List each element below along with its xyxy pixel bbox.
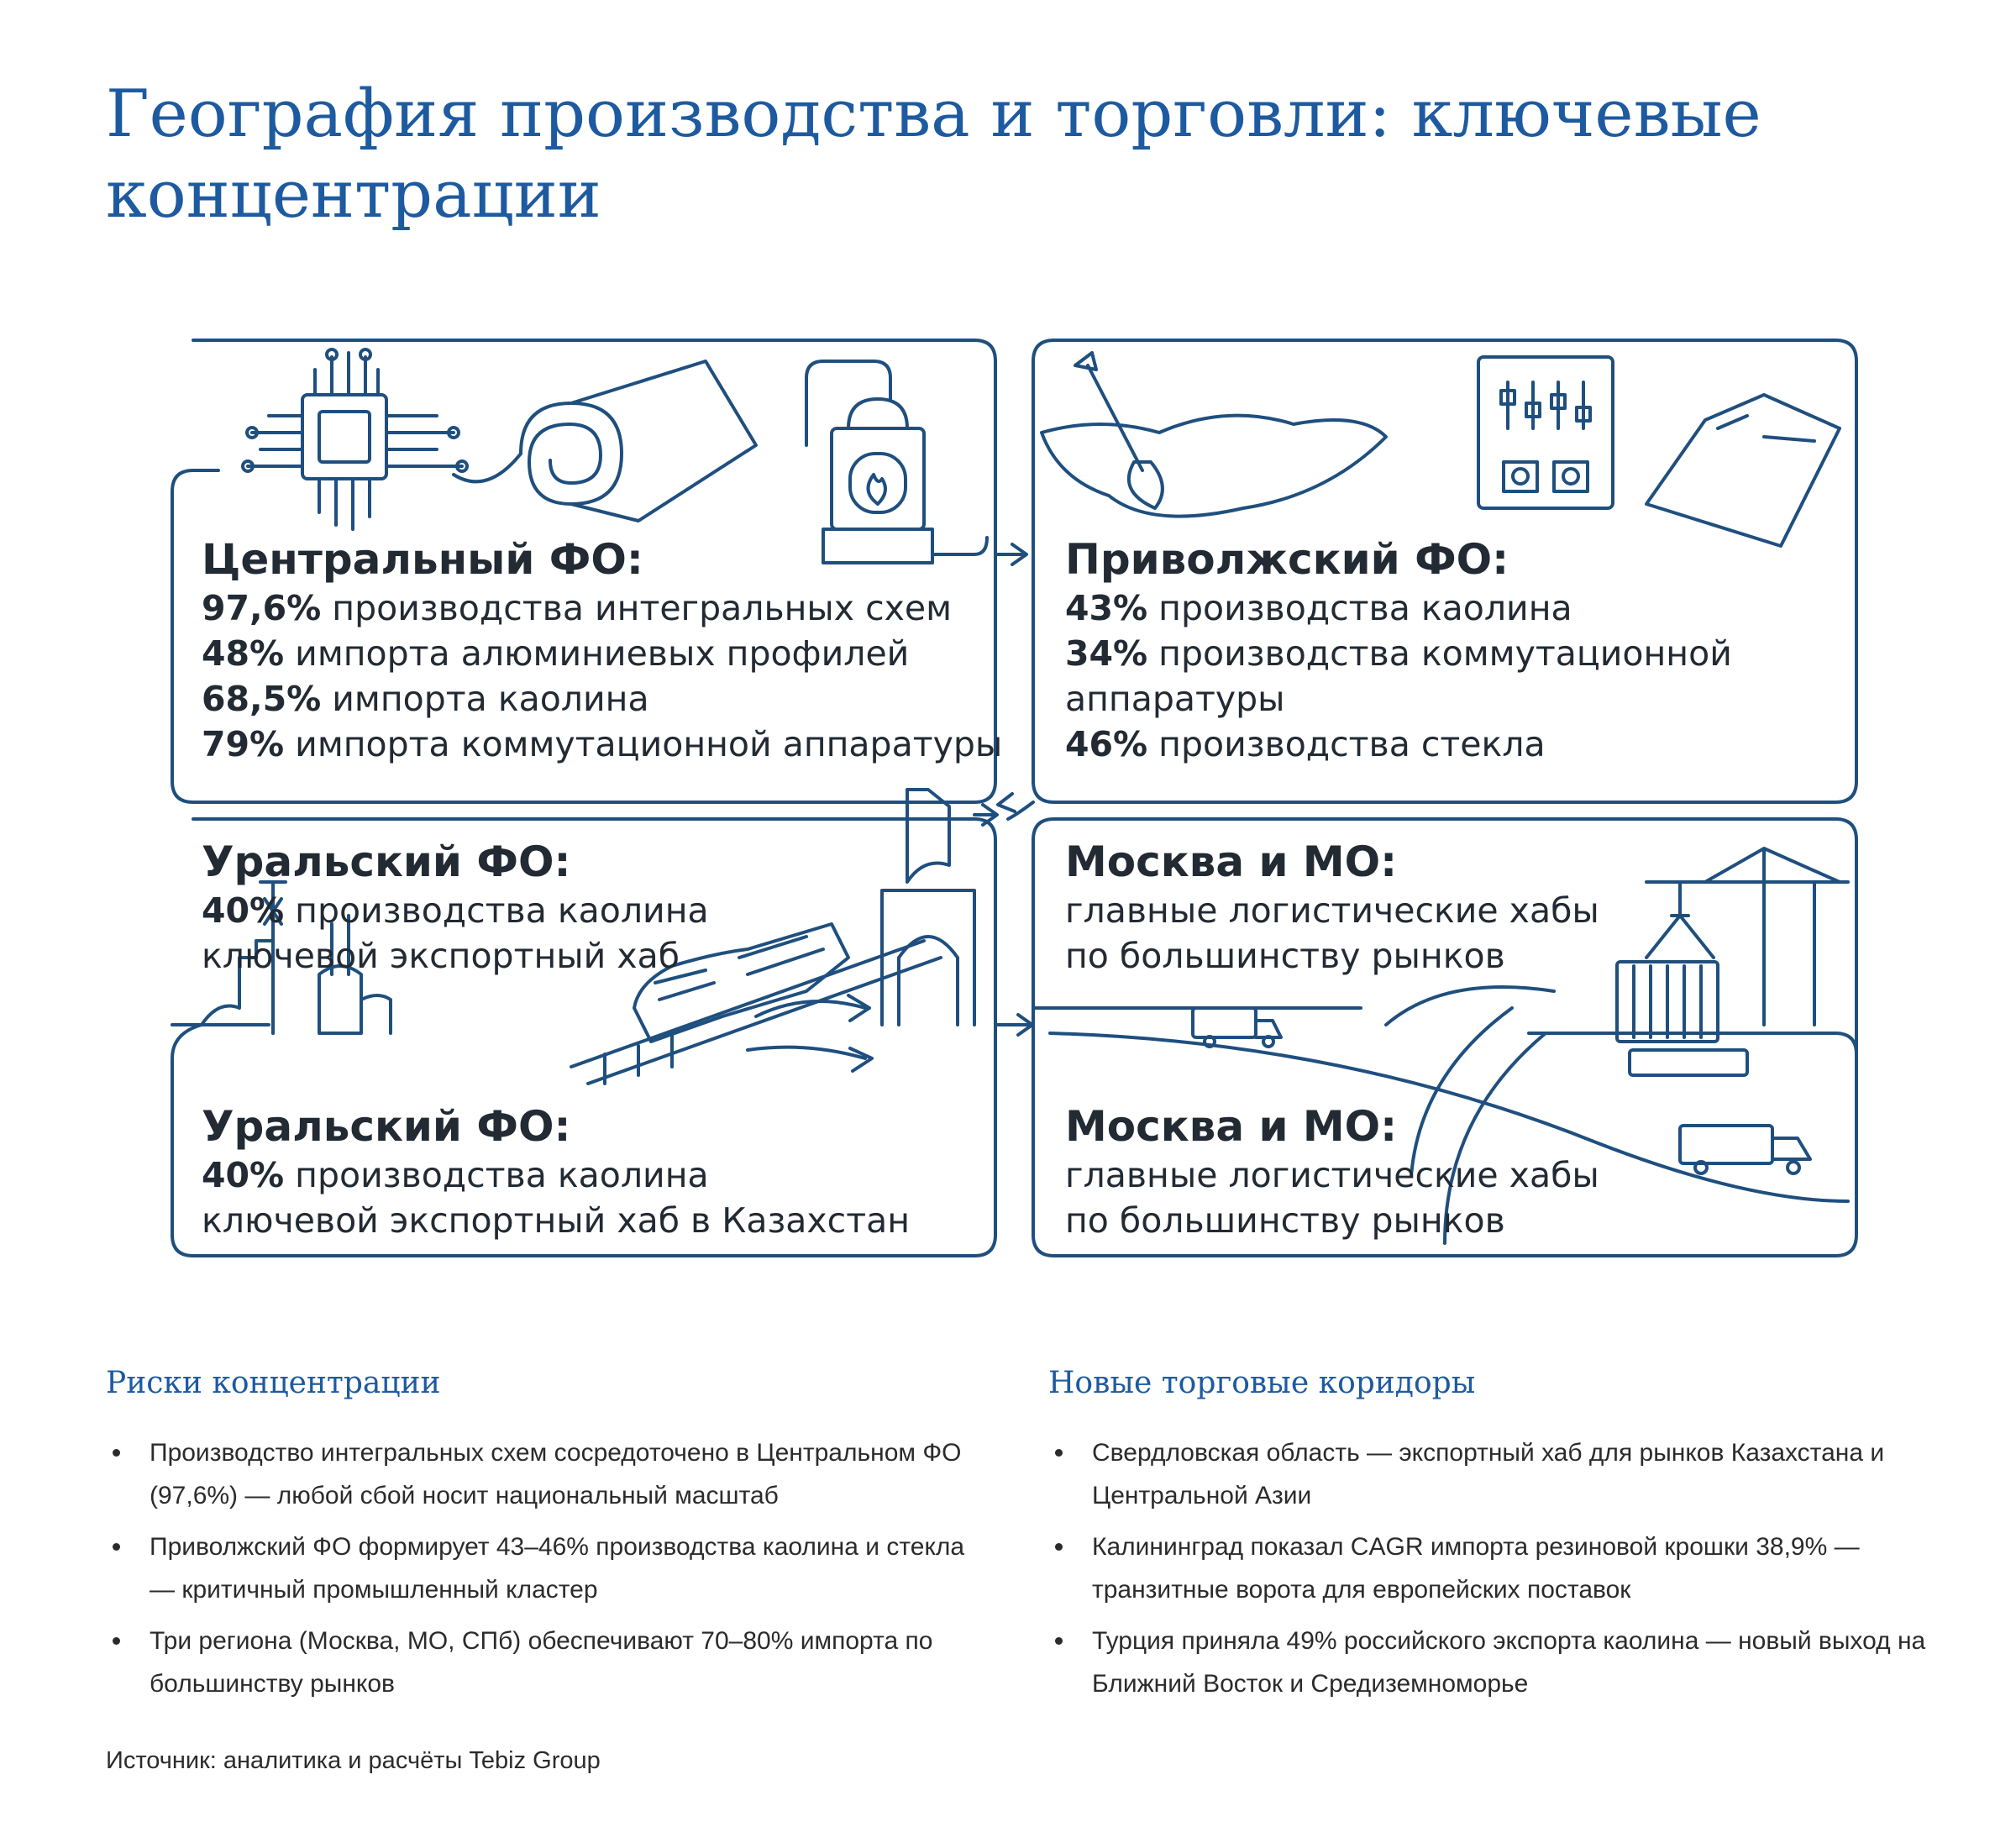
stat-line: 43% производства каолина [1065,588,1572,628]
panel-heading: Центральный ФО: [202,535,643,584]
list-item: Турция приняла 49% российского экспорта каолина — новый выход на Ближний Восток и Средиземноморье [1048,1620,1939,1705]
curved-arrows-icon [748,995,872,1071]
chip-icon [243,349,467,529]
list-item: Приволжский ФО формирует 43–46% производства каолина и стекла — критичный промышленный кластер [106,1525,996,1611]
container-icon [1617,962,1747,1075]
arch-icon [882,790,974,1025]
stat-line: главные логистические хабы [1065,1155,1599,1195]
stat-line: по большинству рынков [1065,1200,1505,1241]
arrow-right-bottom [995,1015,1032,1035]
panel-moscow-bottom [1065,1100,1599,1243]
arrow-left-mid [998,794,1033,819]
stat-line: 48% импорта алюминиевых профилей [202,633,910,674]
panel-heading: Приволжский ФО: [1065,535,1509,584]
corridors-list [1048,1431,1939,1714]
panel-divider-moscow [1033,1008,1856,1054]
infographic [168,336,1865,1260]
stat-line: 34% производства коммутационной [1065,633,1732,674]
stat-line: ключевой экспортный хаб в Казахстан [202,1200,911,1241]
stat-line: 68,5% импорта каолина [202,679,649,719]
risks-list [106,1431,996,1714]
stat-line: по большинству рынков [1065,936,1505,976]
risks-title: Риски концентрации [106,1366,441,1400]
list-item: Свердловская область — экспортный хаб для рынков Казахстана и Центральной Азии [1048,1431,1939,1517]
panel-ural-top [202,836,709,979]
panel-heading: Москва и МО: [1065,1102,1398,1151]
stat-line: 40% производства каолина [202,890,709,931]
panel-heading: Уральский ФО: [202,1102,571,1151]
page-title: География производства и торговли: ключевые концентрации [106,76,1761,233]
switchgear-icon [1478,357,1613,508]
list-item: Три региона (Москва, МО, СПб) обеспечивают 70–80% импорта по большинству рынков [106,1620,996,1705]
shovel-icon [1042,353,1386,517]
stat-line: ключевой экспортный хаб [202,936,680,976]
stat-line: главные логистические хабы [1065,890,1599,931]
panel-central [202,533,1002,767]
stat-line: 46% производства стекла [1065,724,1546,764]
stat-line: 97,6% производства интегральных схем [202,588,953,628]
rolled-sheet-icon [454,361,756,521]
panel-volga [1065,533,1732,767]
panel-heading: Москва и МО: [1065,837,1398,886]
source-note: Источник: аналитика и расчёты Tebiz Group [106,1747,601,1774]
furnace-icon [806,361,987,563]
arrow-right-mid [974,805,997,825]
list-item: Калининград показал CAGR импорта резиновой крошки 38,9% — транзитные ворота для европейских поставок [1048,1525,1939,1611]
panel-moscow-top [1065,836,1599,979]
glass-sheet-icon [1646,395,1840,546]
panel-ural-bottom [202,1100,910,1243]
stat-line: аппаратуры [1065,679,1285,719]
corridors-title: Новые торговые коридоры [1048,1366,1476,1400]
list-item: Производство интегральных схем сосредоточено в Центральном ФО (97,6%) — любой сбой носит национальный масштаб [106,1431,996,1517]
stat-line: 79% импорта коммутационной аппаратуры [202,724,1003,764]
crane-icon [1646,848,1848,1025]
panel-heading: Уральский ФО: [202,837,571,886]
stat-line: 40% производства каолина [202,1155,709,1195]
